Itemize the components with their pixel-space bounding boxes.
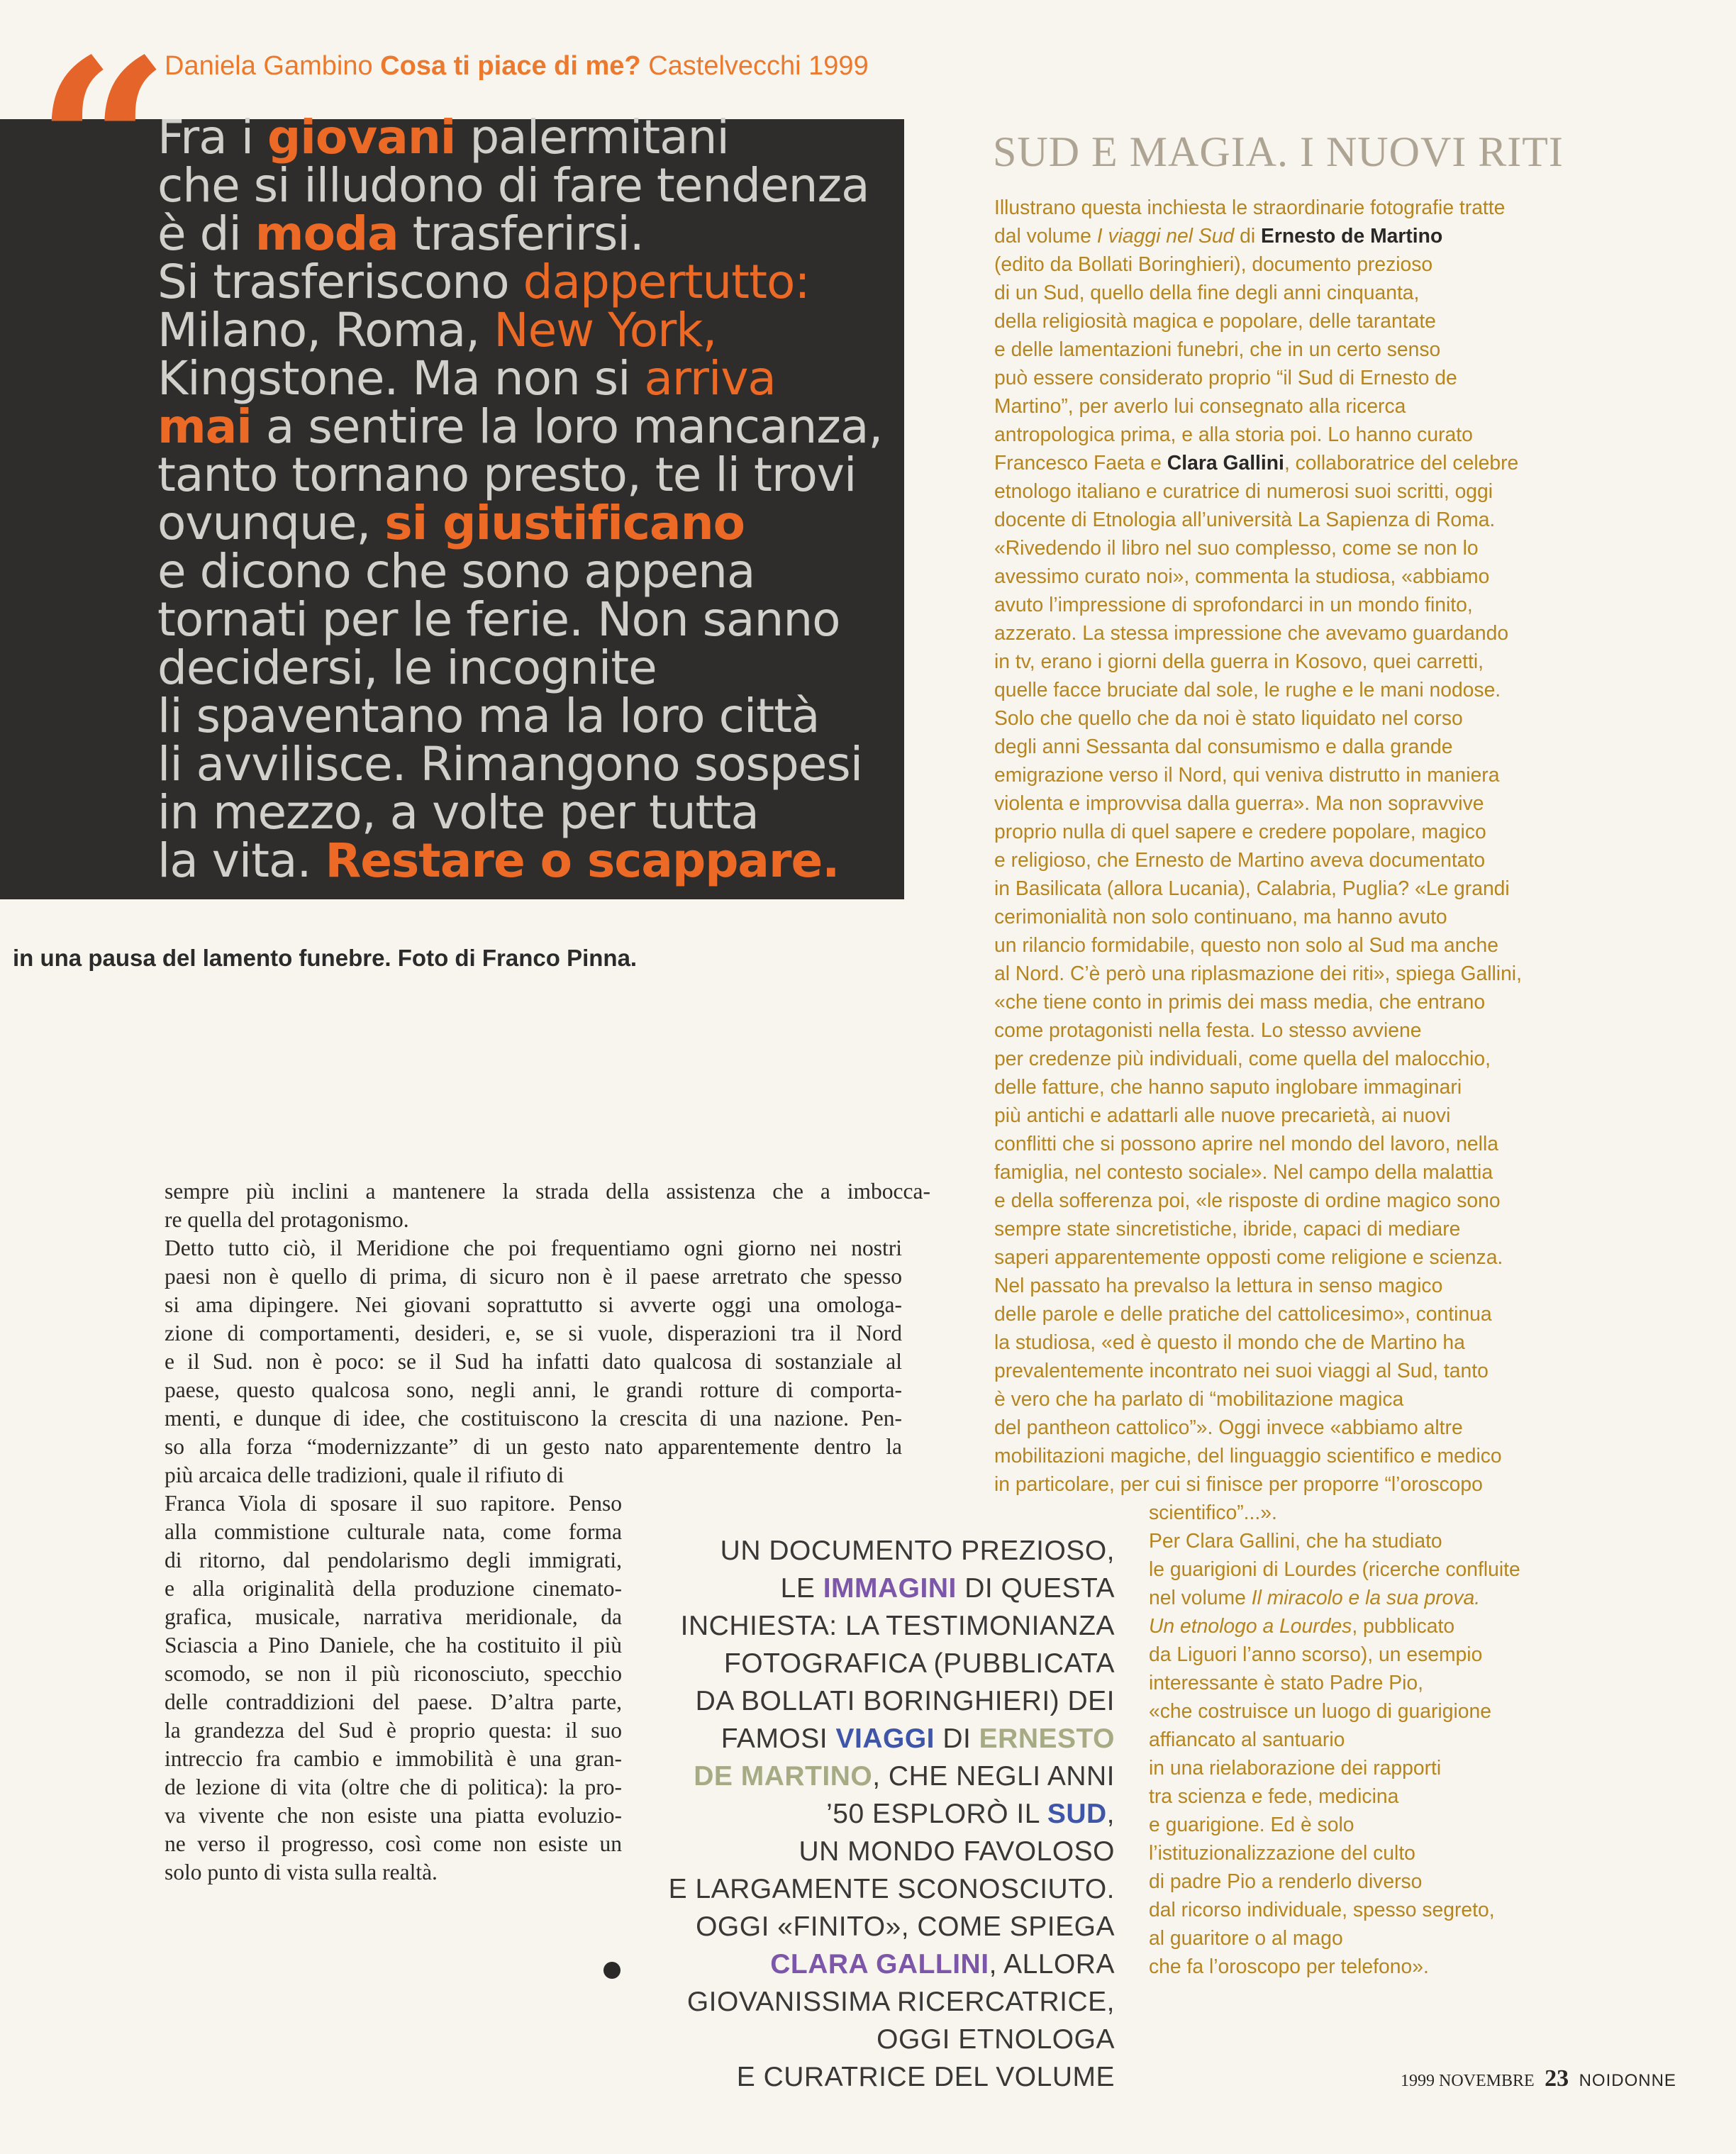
quote-highlight: moda (255, 206, 399, 261)
sidebar-line (994, 505, 1533, 533)
sidebar-text-span: Martino”, per averlo lui consegnato alla ricerca (994, 394, 1406, 417)
sidebar-line (994, 1186, 1533, 1214)
sidebar-line (994, 250, 1533, 278)
highlight-text-span: GIOVANISSIMA RICERCATRICE, (686, 1987, 1115, 2017)
quote-highlight: arriva (644, 351, 776, 406)
quote-text-span: è di (157, 206, 255, 261)
sidebar-title: SUD E MAGIA. I NUOVI RITI (993, 128, 1564, 175)
sidebar-text-span: e della sofferenza poi, «le risposte di ordine magico sono (994, 1189, 1501, 1211)
sidebar-text-span: Nel passato ha prevalso la lettura in senso magico (994, 1274, 1443, 1297)
highlight-quote-line (669, 1682, 1115, 1720)
quote-line (157, 206, 916, 261)
photo-caption: in una pausa del lamento funebre. Foto di Franco Pinna. (13, 945, 638, 971)
sidebar-line (994, 477, 1533, 505)
sidebar-line (994, 1072, 1533, 1101)
sidebar-text-span: di un Sud, quello della fine degli anni cinquanta, (994, 281, 1420, 304)
quote-line (157, 303, 916, 357)
quote-text-span: Kingstone. Ma non si (157, 351, 645, 406)
article-line: so alla forza “modernizzante” di un gesto nato apparentemente dentro la (165, 1434, 902, 1459)
sidebar-text-span: di (1234, 224, 1261, 247)
quote-line (157, 689, 916, 743)
sidebar-line (994, 931, 1533, 959)
sidebar-text-span: quelle facce bruciate dal sole, le rughe e le mani nodose. (994, 678, 1501, 701)
highlight-text-span: DA BOLLATI BORINGHIERI) DEI (695, 1686, 1115, 1716)
sidebar-line (994, 335, 1533, 363)
sidebar-text-span: interessante è stato Padre Pio, (1149, 1671, 1423, 1694)
highlight-keyword: SUD (1047, 1799, 1107, 1829)
sidebar-line (994, 1214, 1533, 1243)
sidebar-line (994, 1158, 1533, 1186)
highlight-quote-line (669, 1833, 1115, 1870)
sidebar-text-span: docente di Etnologia all’università La Sapienza di Roma. (994, 508, 1496, 531)
article-line: intreccio fra cambio e immobilità è una gran- (165, 1746, 622, 1771)
sidebar-text-span: della religiosità magica e popolare, delle tarantate (994, 309, 1436, 332)
article-line: e il Sud. non è poco: se il Sud ha infatti dato qualcosa di sostanziale al (165, 1349, 902, 1374)
book-source (165, 51, 869, 82)
magazine-name: NOIDONNE (1579, 2071, 1676, 2090)
highlight-quote-line (669, 1795, 1115, 1833)
highlight-text-span: , (1106, 1799, 1115, 1829)
article-line: delle contraddizioni del paese. D’altra parte, (165, 1689, 622, 1714)
sidebar-text-span: Illustrano questa inchiesta le straordinarie fotografie tratte (994, 196, 1506, 218)
sidebar-line (994, 647, 1533, 675)
article-line: Sciascia a Pino Daniele, che ha costituito il più (165, 1633, 622, 1658)
source-publisher: Castelvecchi 1999 (648, 51, 869, 81)
article-line: de lezione di vita (oltre che di politica): la pro- (165, 1775, 622, 1799)
quote-text-span: trasferirsi. (398, 206, 644, 261)
highlight-text-span: ’50 ESPLORÒ IL (826, 1799, 1047, 1829)
sidebar-text-span: avuto l’impressione di sprofondarci in un mondo finito, (994, 593, 1473, 616)
sidebar-line (994, 874, 1533, 902)
article-line: di ritorno, dal pendolarismo degli immigrati, (165, 1548, 622, 1572)
article-line: ne verso il progresso, così come non esiste un (165, 1831, 622, 1856)
sidebar-text-span: cerimonialità non solo continuano, ma hanno avuto (994, 905, 1447, 928)
article-line: solo punto di vista sulla realtà. (165, 1860, 438, 1884)
sidebar-line (994, 1299, 1533, 1328)
sidebar-text-span: violenta e improvvisa dalla guerra». Ma non sopravvive (994, 792, 1484, 814)
sidebar-line (994, 760, 1533, 789)
sidebar-line (994, 221, 1533, 250)
sidebar-text-span: le guarigioni di Lourdes (ricerche confluite (1149, 1558, 1520, 1580)
highlight-quote-line (669, 1908, 1115, 1945)
sidebar-text-span: mobilitazioni magiche, del linguaggio scientifico e medico (994, 1444, 1502, 1467)
article-line: sempre più inclini a mantenere la strada della assistenza che a imbocca- (165, 1179, 930, 1204)
quote-line (157, 640, 916, 695)
sidebar-text-span: , collaboratrice del celebre (1284, 451, 1519, 474)
sidebar-line (994, 845, 1533, 874)
quote-highlight: Restare o scappare. (325, 833, 840, 888)
quote-text-span: Fra i (157, 110, 268, 165)
highlight-quote-line (669, 1983, 1115, 2021)
sidebar-text-span: in particolare, per cui si finisce per proporre “l’oroscopo (994, 1472, 1483, 1495)
quote-line (157, 110, 916, 165)
sidebar-line (994, 1413, 1533, 1441)
quote-text-span: che si illudono di fare tendenza (157, 158, 869, 213)
highlight-text-span: INCHIESTA: LA TESTIMONIANZA (680, 1611, 1115, 1641)
sidebar-text-span: e guarigione. Ed è solo (1149, 1813, 1354, 1836)
sidebar-text-span: dal ricorso individuale, spesso segreto, (1149, 1898, 1495, 1921)
sidebar-text-span: nel volume (1149, 1586, 1252, 1609)
article-line: si ama dipingere. Nei giovani soprattutto si avverte oggi una omologa- (165, 1292, 902, 1317)
sidebar-text-span: di padre Pio a renderlo diverso (1149, 1870, 1423, 1892)
highlight-quote-line (669, 1758, 1115, 1795)
sidebar-line (994, 1441, 1533, 1470)
sidebar-text-span: , pubblicato (1352, 1614, 1455, 1637)
sidebar-line (994, 1356, 1533, 1384)
quote-highlight: mai (157, 399, 252, 454)
sidebar-line (994, 618, 1533, 647)
article-line: e alla originalità della produzione cinemato- (165, 1576, 622, 1601)
sidebar-line (994, 1498, 1533, 1526)
quote-line (157, 833, 916, 888)
sidebar-line (994, 533, 1533, 562)
sidebar-line (994, 278, 1533, 306)
title-emphasis: Il miracolo e la sua prova. (1251, 1586, 1481, 1609)
sidebar-line (994, 1101, 1533, 1129)
sidebar-text-span: dal volume (994, 224, 1097, 247)
footer-date: 1999 NOVEMBRE (1401, 2072, 1535, 2090)
sidebar-line (994, 1328, 1533, 1356)
article-line: paesi non è quello di prima, di sicuro non è il paese arretrato che spesso (165, 1264, 902, 1289)
sidebar-text-span: più antichi e adattarli alle nuove precarietà, ai nuovi (994, 1104, 1451, 1126)
page-footer (1401, 2065, 1676, 2092)
sidebar-text-span: come protagonisti nella festa. Lo stesso avviene (994, 1018, 1422, 1041)
sidebar-text-span: la studiosa, «ed è questo il mondo che de Martino ha (994, 1331, 1465, 1353)
highlight-text-span: OGGI ETNOLOGA (877, 2024, 1115, 2055)
pull-quote-text (157, 110, 916, 888)
sidebar-text-span: al guaritore o al mago (1149, 1926, 1343, 1949)
quote-line (157, 785, 916, 840)
article-line: scomodo, se non il più riconosciuto, specchio (165, 1661, 622, 1686)
sidebar-text-span: al Nord. C’è però una riplasmazione dei riti», spiega Gallini, (994, 962, 1522, 984)
quote-line (157, 496, 916, 550)
highlight-text-span: UN DOCUMENTO PREZIOSO, (720, 1536, 1115, 1566)
quote-text-span: li spaventano ma la loro città (157, 689, 820, 743)
sidebar-line (994, 1243, 1533, 1271)
sidebar-text-span: emigrazione verso il Nord, qui veniva distrutto in maniera (994, 763, 1500, 786)
highlight-quote-line (669, 2058, 1115, 2096)
sidebar-line (994, 1470, 1533, 1498)
highlight-quote-line (669, 1945, 1115, 1983)
sidebar-line (994, 363, 1533, 392)
end-of-article-dot (603, 1962, 621, 1979)
quote-mark-icon: “ (35, 8, 135, 283)
sidebar-text-span: e delle lamentazioni funebri, che in un certo senso (994, 338, 1441, 360)
highlight-text-span: FAMOSI (720, 1723, 836, 1754)
sidebar-line (994, 1016, 1533, 1044)
sidebar-text-span: affiancato al santuario (1149, 1728, 1345, 1750)
quote-text-span: la vita. (157, 833, 326, 888)
highlight-quote-line (669, 1570, 1115, 1607)
highlight-keyword: CLARA GALLINI (770, 1949, 989, 1980)
article-line: alla commistione culturale nata, come forma (165, 1519, 622, 1544)
article-line: re quella del protagonismo. (165, 1207, 409, 1232)
sidebar-text-span: in tv, erano i giorni della guerra in Kosovo, quei carretti, (994, 650, 1484, 672)
sidebar-line (994, 732, 1533, 760)
quote-text-span: tornati per le ferie. Non sanno (157, 592, 840, 647)
sidebar-text-span: delle parole e delle pratiche del cattolicesimo», continua (994, 1302, 1492, 1325)
sidebar-line (994, 193, 1533, 221)
sidebar-text-span: «che costruisce un luogo di guarigione (1149, 1699, 1491, 1722)
name-emphasis: Ernesto de Martino (1260, 224, 1443, 247)
highlight-text-span: E LARGAMENTE SCONOSCIUTO. (668, 1874, 1115, 1904)
sidebar-text-span: tra scienza e fede, medicina (1149, 1784, 1399, 1807)
sidebar-text-span: per credenze più individuali, come quella del malocchio, (994, 1047, 1491, 1070)
highlight-quote-line (669, 1870, 1115, 1908)
highlight-quote-line (669, 1607, 1115, 1645)
article-line: paese, questo qualcosa sono, negli anni, le grandi rotture di comporta- (165, 1377, 902, 1402)
sidebar-line (994, 306, 1533, 335)
highlight-text-span: UN MONDO FAVOLOSO (799, 1836, 1115, 1867)
sidebar-line (994, 420, 1533, 448)
title-emphasis: I viaggi nel Sud (1096, 224, 1235, 247)
article-line: Detto tutto ciò, il Meridione che poi frequentiamo ogni giorno nei nostri (165, 1236, 902, 1260)
sidebar-text-span: Francesco Faeta e (994, 451, 1167, 474)
sidebar-text-span: l’istituzionalizzazione del culto (1149, 1841, 1415, 1864)
quote-line (157, 544, 916, 599)
sidebar-text-span: etnologo italiano e curatrice di numerosi suoi scritti, oggi (994, 479, 1493, 502)
sidebar-text-span: (edito da Bollati Boringhieri), documento prezioso (994, 252, 1433, 275)
article-line: menti, e dunque di idee, che costituiscono la crescita di una nazione. Pen- (165, 1406, 902, 1431)
sidebar-line (994, 987, 1533, 1016)
quote-highlight: New York, (494, 303, 717, 357)
sidebar-text-span: prevalentemente incontrato nei suoi viaggi al Sud, tanto (994, 1359, 1489, 1382)
quote-line (157, 351, 916, 406)
highlight-text-span: E CURATRICE DEL VOLUME (736, 2062, 1115, 2092)
quote-text-span: li avvilisce. Rimangono sospesi (157, 737, 863, 792)
sidebar-line (994, 789, 1533, 817)
highlight-text-span: FOTOGRAFICA (PUBBLICATA (723, 1648, 1115, 1679)
sidebar-text-span: sempre state sincretistiche, ibride, capaci di mediare (994, 1217, 1461, 1240)
highlight-quote-line (669, 1720, 1115, 1758)
highlight-keyword: VIAGGI (835, 1723, 935, 1754)
sidebar-line (994, 590, 1533, 618)
source-title: Cosa ti piace di me? (380, 51, 641, 81)
title-emphasis: Un etnologo a Lourdes (1149, 1614, 1352, 1637)
sidebar-text-span: e religioso, che Ernesto de Martino aveva documentato (994, 848, 1486, 871)
sidebar-text-span: delle fatture, che hanno saputo inglobare immaginari (994, 1075, 1462, 1098)
sidebar-text-span: da Liguori l’anno scorso), un esempio (1149, 1643, 1483, 1665)
sidebar-text-span: Solo che quello che da noi è stato liquidato nel corso (994, 706, 1463, 729)
sidebar-text-span: proprio nulla di quel sapere e credere popolare, magico (994, 820, 1486, 843)
quote-highlight: dappertutto: (523, 255, 810, 309)
quote-text-span: a sentire la loro mancanza, (251, 399, 883, 454)
article-line: va vivente che non esiste una piatta evoluzio- (165, 1803, 622, 1828)
sidebar-line (994, 704, 1533, 732)
quote-line (157, 399, 916, 454)
sidebar-text-span: antropologica prima, e alla storia poi. Lo hanno curato (994, 423, 1473, 445)
sidebar-text-span: è vero che ha parlato di “mobilitazione magica (994, 1387, 1404, 1410)
highlight-quote-line (669, 2021, 1115, 2058)
sidebar-line (994, 1384, 1533, 1413)
quote-line (157, 158, 916, 213)
sidebar-text-span: azzerato. La stessa impressione che avevamo guardando (994, 621, 1509, 644)
sidebar-line (994, 902, 1533, 931)
sidebar-line (994, 1129, 1533, 1158)
highlight-quote-line (669, 1532, 1115, 1570)
quote-text-span: ovunque, (157, 496, 385, 550)
sidebar-text-span: in Basilicata (allora Lucania), Calabria, Puglia? «Le grandi (994, 877, 1510, 899)
sidebar-text-span: che fa l’oroscopo per telefono». (1149, 1955, 1429, 1977)
quote-line (157, 737, 916, 792)
sidebar-line (994, 1044, 1533, 1072)
quote-text-span: e dicono che sono appena (157, 544, 755, 599)
highlight-text-span: DI (935, 1723, 979, 1754)
sidebar-text-span: scientifico”...». (1149, 1501, 1277, 1523)
sidebar-text-span: conflitti che si possono aprire nel mondo del lavoro, nella (994, 1132, 1498, 1155)
sidebar-text-span: Per Clara Gallini, che ha studiato (1149, 1529, 1442, 1552)
sidebar-text-span: degli anni Sessanta dal consumismo e dalla grande (994, 735, 1453, 757)
name-emphasis: Clara Gallini (1167, 451, 1284, 474)
quote-text-span: palermitani (455, 110, 729, 165)
sidebar-text-span: famiglia, nel contesto sociale». Nel campo della malattia (994, 1160, 1493, 1183)
highlight-keyword: DE MARTINO (694, 1761, 873, 1792)
highlight-text-span: DI QUESTA (956, 1573, 1115, 1604)
sidebar-line (994, 562, 1533, 590)
sidebar-line (994, 817, 1533, 845)
quote-line (157, 448, 916, 502)
source-author: Daniela Gambino (165, 51, 373, 81)
sidebar-text-span: può essere considerato proprio “il Sud di Ernesto de (994, 366, 1457, 389)
quote-text-span: Si trasferiscono (157, 255, 523, 309)
sidebar-text-span: saperi apparentemente opposti come religione e scienza. (994, 1245, 1503, 1268)
article-line: zione di comportamenti, desideri, e, se si vuole, disperazioni tra il Nord (165, 1321, 902, 1345)
quote-text-span: tanto tornano presto, te li trovi (157, 448, 857, 502)
highlight-text-span: LE (780, 1573, 823, 1604)
article-line: più arcaica delle tradizioni, quale il rifiuto di (165, 1462, 564, 1487)
highlight-text-span: , ALLORA (989, 1949, 1115, 1980)
quote-line (157, 255, 916, 309)
sidebar-text-span: avessimo curato noi», commenta la studiosa, «abbiamo (994, 565, 1490, 587)
article-line: la grandezza del Sud è proprio questa: il suo (165, 1718, 622, 1743)
quote-highlight: si giustificano (384, 496, 745, 550)
quote-text-span: Milano, Roma, (157, 303, 494, 357)
sidebar-line (994, 392, 1533, 420)
highlight-text-span: OGGI «FINITO», COME SPIEGA (696, 1911, 1115, 1942)
sidebar-line (994, 448, 1533, 477)
quote-text-span: decidersi, le incognite (157, 640, 657, 695)
quote-text-span: in mezzo, a volte per tutta (157, 785, 759, 840)
page-number: 23 (1545, 2065, 1569, 2092)
highlight-quote-line (669, 1645, 1115, 1682)
highlight-keyword: IMMAGINI (823, 1573, 957, 1604)
sidebar-line (994, 959, 1533, 987)
quote-highlight: giovani (267, 110, 456, 165)
sidebar-line (994, 675, 1533, 704)
sidebar-line (994, 1271, 1533, 1299)
article-line: grafica, musicale, narrativa meridionale, da (165, 1604, 622, 1629)
sidebar-text-span: «che tiene conto in primis dei mass media, che entrano (994, 990, 1486, 1013)
highlight-quote (669, 1532, 1115, 2096)
sidebar-text-span: in una rielaborazione dei rapporti (1149, 1756, 1442, 1779)
highlight-keyword: ERNESTO (979, 1723, 1115, 1754)
sidebar-text-span: «Rivedendo il libro nel suo complesso, come se non lo (994, 536, 1479, 559)
highlight-text-span: , CHE NEGLI ANNI (872, 1761, 1115, 1792)
sidebar-text-span: del pantheon cattolico”». Oggi invece «abbiamo altre (994, 1416, 1463, 1438)
quote-line (157, 592, 916, 647)
sidebar-text-span: un rilancio formidabile, questo non solo al Sud ma anche (994, 933, 1499, 956)
article-line: Franca Viola di sposare il suo rapitore. Penso (165, 1491, 622, 1516)
